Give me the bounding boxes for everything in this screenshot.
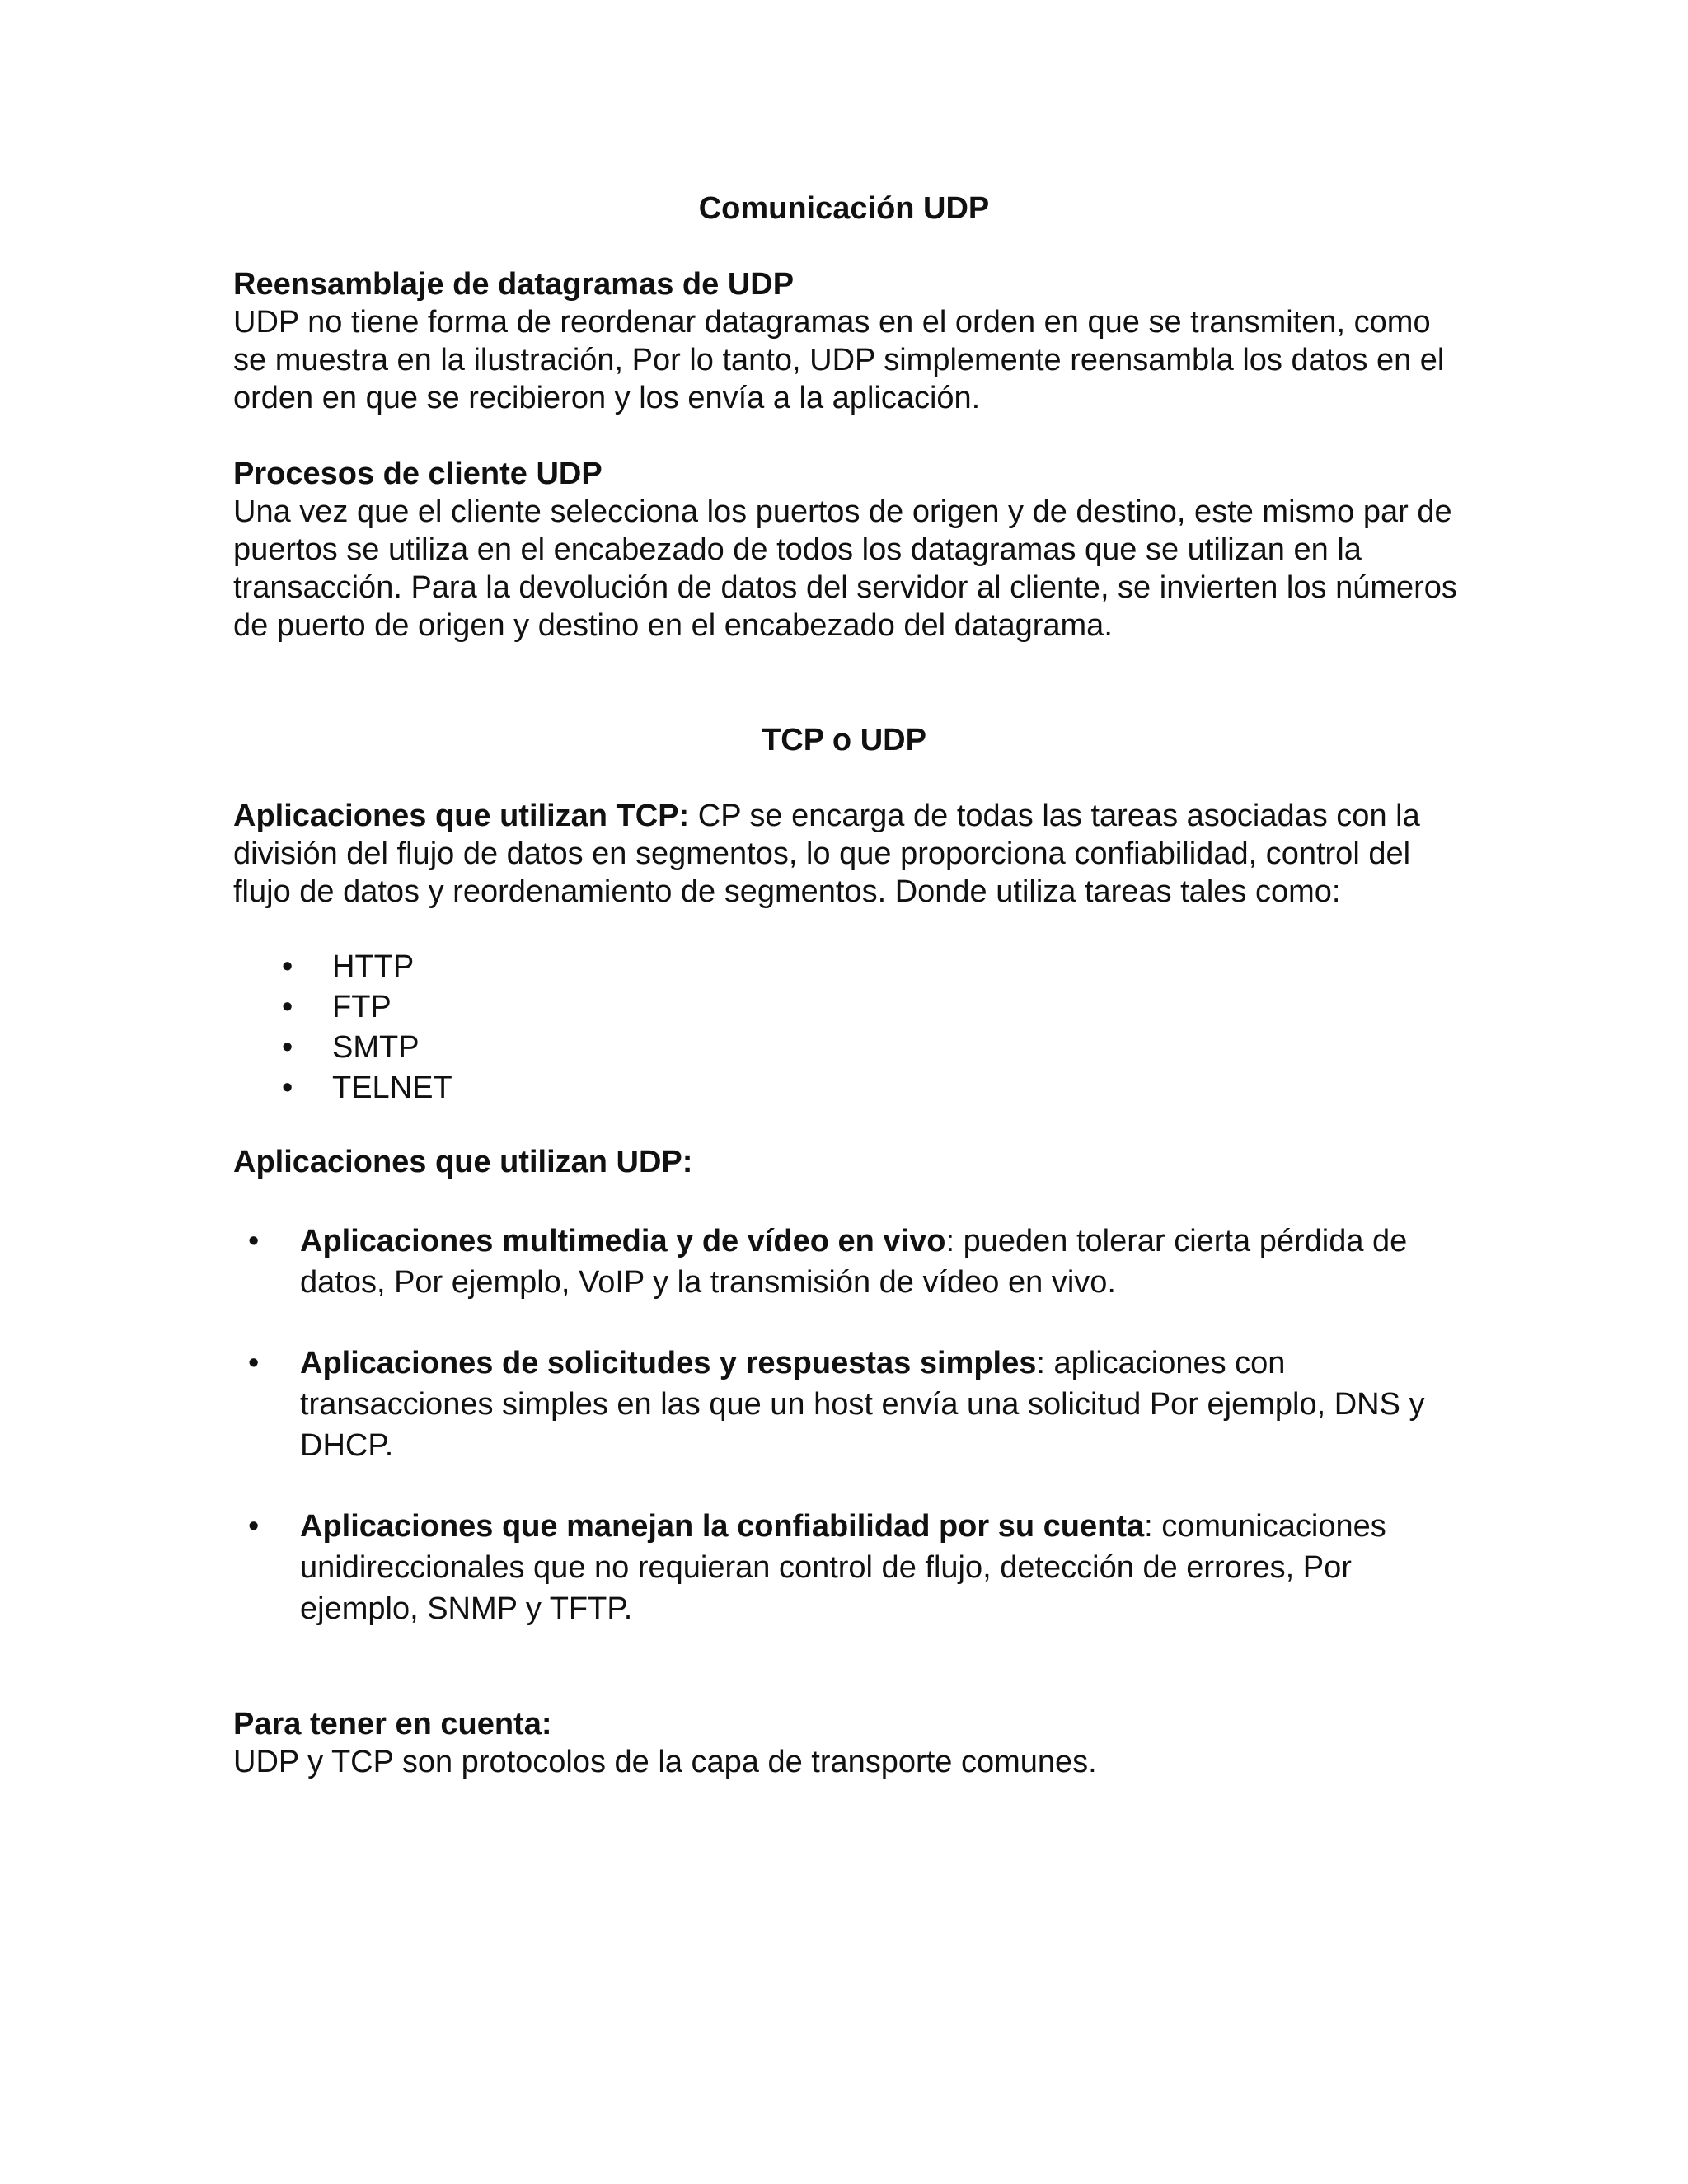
list-item-text: : aplicaciones con transacciones simples en las que un host envía una solicitud Por ejemplo, DNS y DHCP.	[300, 1346, 1425, 1463]
list-item-text: : pueden tolerar cierta pérdida de datos, Por ejemplo, VoIP y la transmisión de vídeo en vivo.	[300, 1224, 1408, 1300]
spacer	[233, 911, 1461, 947]
list-item-text: SMTP	[332, 1030, 420, 1065]
heading-udp-apps: Aplicaciones que utilizan UDP:	[233, 1145, 693, 1179]
section-reensamblaje	[233, 265, 1461, 417]
list-item-title: Aplicaciones que manejan la confiabilidad por su cuenta	[300, 1509, 1145, 1544]
spacer	[233, 1108, 1461, 1143]
list-item-text: FTP	[332, 990, 392, 1024]
tcp-protocol-list	[233, 947, 1461, 1108]
list-item-title: Aplicaciones de solicitudes y respuestas simples	[300, 1346, 1037, 1380]
list-item-text: HTTP	[332, 949, 415, 984]
paragraph-procesos: Una vez que el cliente selecciona los puertos de origen y de destino, este mismo par de puertos se utiliza en el encabezado de todos los datagramas que se utilizan en la transacción. Para la devolución de datos del servidor al cliente, se invierten los números de puerto de origen y destino en el encabezado del datagrama.	[233, 494, 1457, 643]
spacer	[233, 1181, 1461, 1221]
list-item	[233, 1068, 1461, 1108]
paragraph-note: UDP y TCP son protocolos de la capa de transporte comunes.	[233, 1745, 1097, 1779]
spacer	[233, 759, 1461, 797]
spacer	[233, 644, 1461, 721]
list-item-text: : comunicaciones unidireccionales que no requieran control de flujo, detección de errores, Por ejemplo, SNMP y TFTP.	[300, 1509, 1386, 1626]
list-item-title: Aplicaciones multimedia y de vídeo en vivo	[300, 1224, 946, 1258]
bullet-icon: •	[282, 949, 293, 984]
paragraph-tcp-apps	[233, 797, 1461, 911]
bullet-icon: •	[282, 1030, 293, 1065]
paragraph-reensamblaje: UDP no tiene forma de reordenar datagramas en el orden en que se transmiten, como se muestra en la ilustración, Por lo tanto, UDP simplemente reensambla los datos en el orden en que se recibieron y los envía a la aplicación.	[233, 305, 1445, 415]
spacer	[233, 417, 1461, 455]
list-item	[233, 1028, 1461, 1068]
section-note	[233, 1705, 1461, 1781]
list-item	[233, 947, 1461, 987]
section-procesos	[233, 455, 1461, 644]
list-item-text: TELNET	[332, 1071, 452, 1105]
list-item	[233, 987, 1461, 1028]
title-tcp-o-udp: TCP o UDP	[762, 723, 926, 757]
heading-note: Para tener en cuenta:	[233, 1707, 552, 1741]
spacer	[233, 1669, 1461, 1705]
bullet-icon: •	[282, 1071, 293, 1105]
udp-application-list	[233, 1221, 1461, 1629]
heading-procesos: Procesos de cliente UDP	[233, 457, 603, 491]
spacer	[233, 227, 1461, 265]
bullet-icon: •	[248, 1224, 260, 1258]
list-item	[233, 1343, 1461, 1466]
label-tcp-apps: Aplicaciones que utilizan TCP:	[233, 799, 690, 833]
bullet-icon: •	[282, 990, 293, 1024]
text-tcp-apps: CP se encarga de todas las tareas asociadas con la división del flujo de datos en segmentos, lo que proporciona confiabilidad, control del flujo de datos y reordenamiento de segmentos. Donde utiliza tareas tales como:	[233, 799, 1420, 909]
bullet-icon: •	[248, 1509, 260, 1544]
document-page	[233, 190, 1461, 1781]
bullet-icon: •	[248, 1346, 260, 1380]
list-item	[233, 1221, 1461, 1303]
title-comunicacion-udp: Comunicación UDP	[698, 191, 990, 226]
heading-reensamblaje: Reensamblaje de datagramas de UDP	[233, 267, 795, 302]
list-item	[233, 1506, 1461, 1629]
